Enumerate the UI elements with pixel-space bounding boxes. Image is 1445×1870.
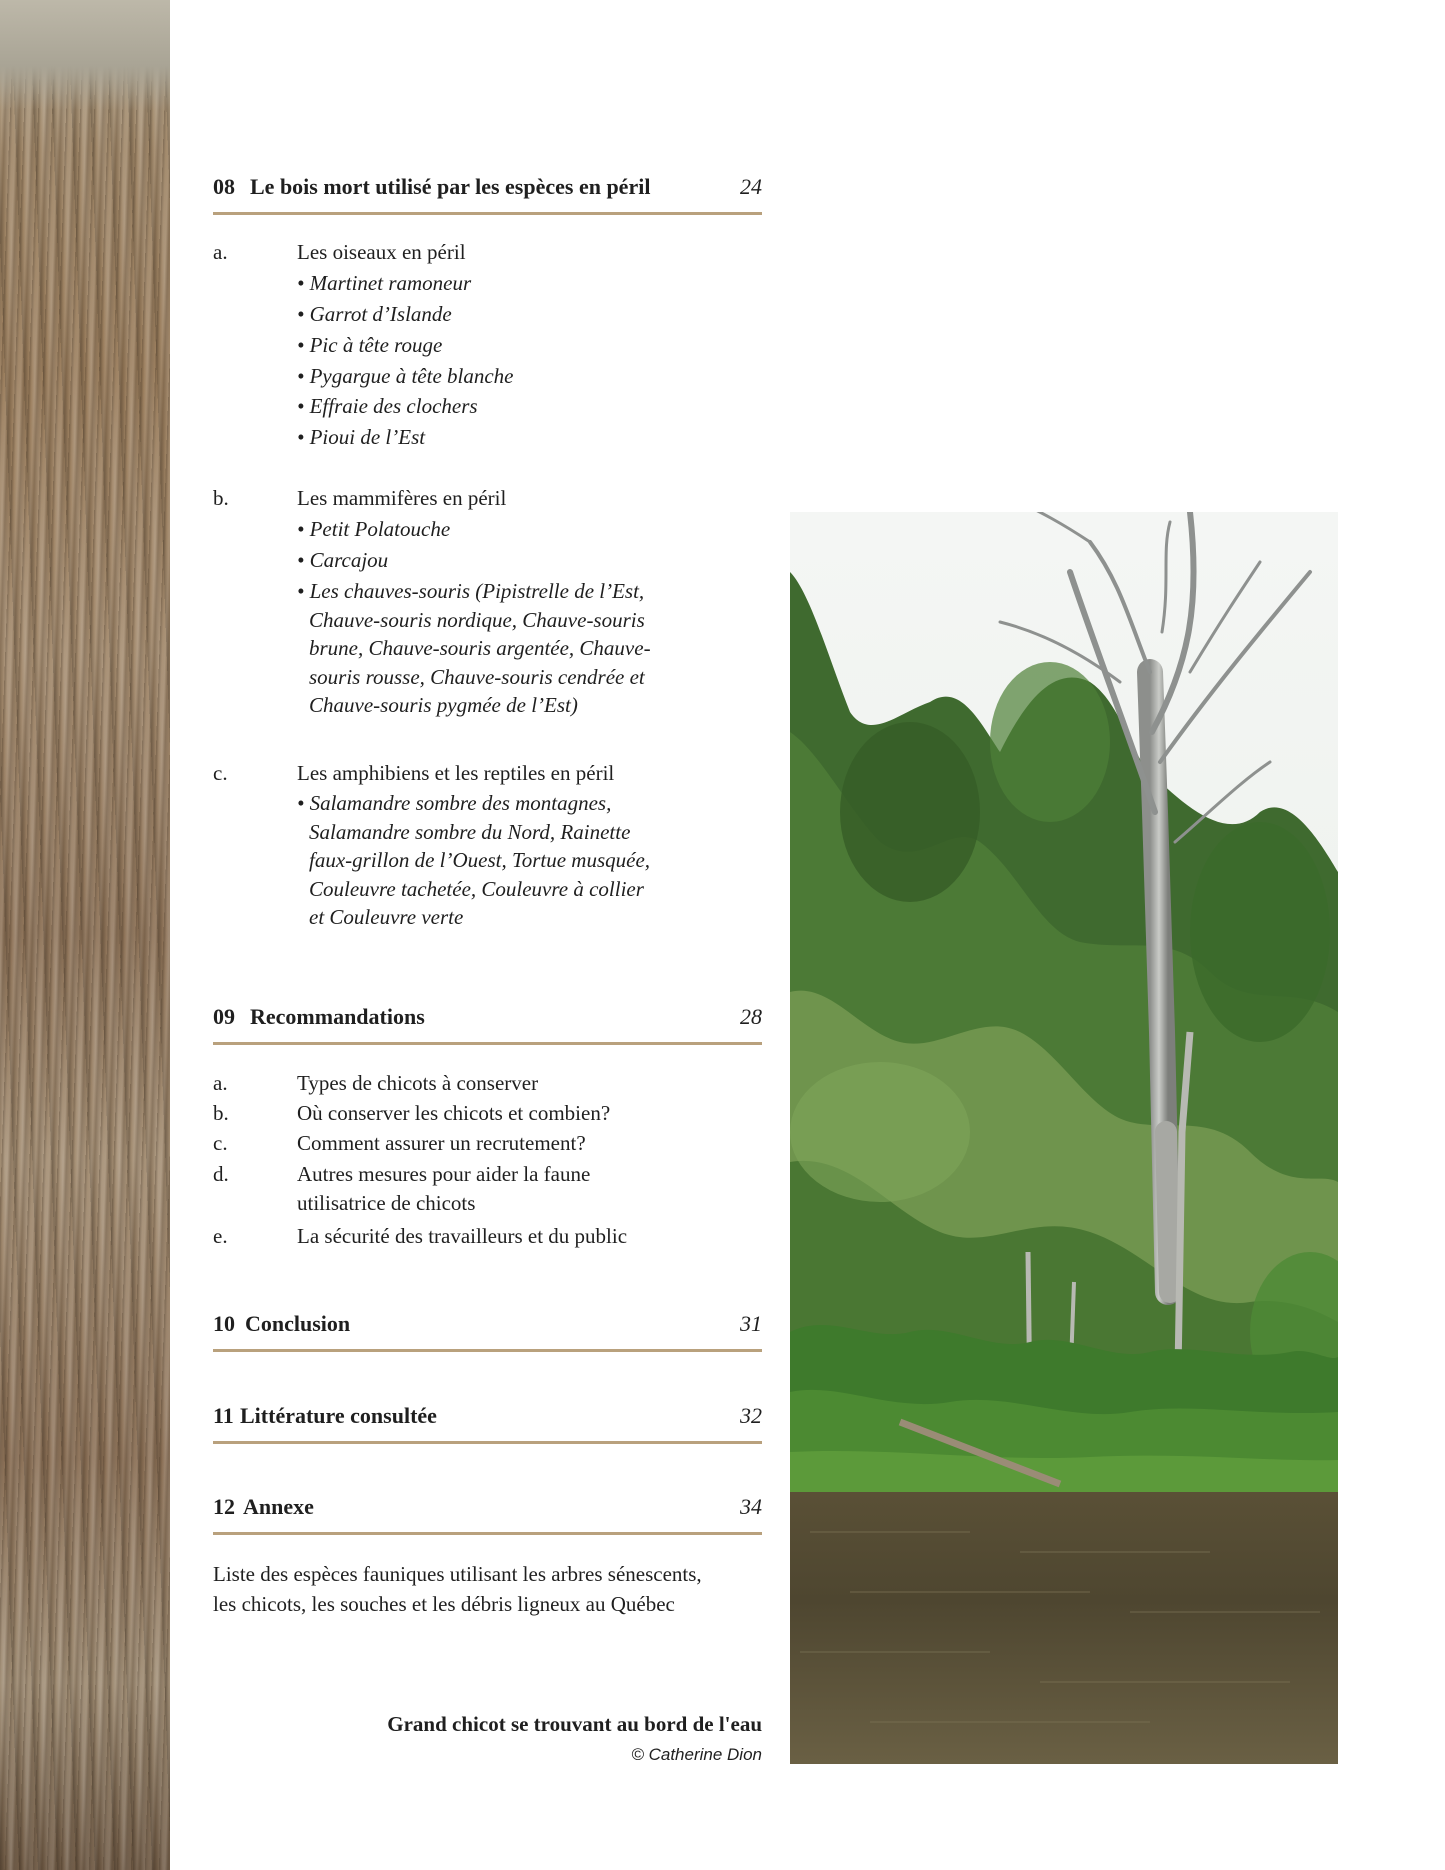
section-number: 10 <box>213 1311 235 1336</box>
item-letter: d. <box>213 1162 229 1186</box>
toc-entry[interactable]: Où conserver les chicots et combien? <box>297 1101 611 1125</box>
list-item: • Petit Polatouche <box>297 517 451 541</box>
page-number: 34 <box>740 1494 762 1519</box>
section-number: 11 <box>213 1403 234 1428</box>
item-letter: a. <box>213 240 228 264</box>
list-item: • Pygargue à tête blanche <box>297 364 514 388</box>
section-10-header[interactable] <box>213 1305 762 1352</box>
list-item-line: souris rousse, Chauve-souris cendrée et <box>309 664 645 689</box>
list-item-line: • Les chauves-souris (Pipistrelle de l’Est, <box>297 579 645 603</box>
toc-entry-continued: utilisatrice de chicots <box>297 1191 476 1215</box>
list-item-line: faux-grillon de l’Ouest, Tortue musquée, <box>309 848 651 872</box>
annex-description <box>213 1559 773 1619</box>
list-item-line: et Couleuvre verte <box>309 905 464 929</box>
list-item-multiline <box>297 577 697 720</box>
page-number: 31 <box>740 1311 762 1336</box>
list-item-line: brune, Chauve-souris argentée, Chauve- <box>309 636 651 660</box>
bark-top-highlight <box>0 0 170 110</box>
group-heading: Les amphibiens et les reptiles en péril <box>297 761 615 785</box>
photo-caption: Grand chicot se trouvant au bord de l'eau <box>387 1712 762 1736</box>
group-heading: Les oiseaux en péril <box>297 240 466 264</box>
section-title: Conclusion <box>245 1311 351 1336</box>
section-12-header[interactable] <box>213 1488 762 1535</box>
section-title: Recommandations <box>250 1004 425 1029</box>
list-item-multiline <box>297 789 697 932</box>
list-item: • Carcajou <box>297 548 389 572</box>
toc-entry[interactable]: La sécurité des travailleurs et du public <box>297 1224 628 1248</box>
photo-credit: © Catherine Dion <box>631 1745 762 1764</box>
section-number: 09 <box>213 1004 235 1029</box>
section-title: Littérature consultée <box>240 1403 437 1428</box>
item-letter: c. <box>213 1131 228 1155</box>
section-08-header[interactable] <box>213 168 762 215</box>
section-number: 12 <box>213 1494 235 1519</box>
riverbank-photo <box>790 512 1338 1764</box>
list-item: • Effraie des clochers <box>297 394 478 418</box>
toc-entry[interactable]: Comment assurer un recrutement? <box>297 1131 586 1155</box>
list-item: • Pic à tête rouge <box>297 333 443 357</box>
item-letter: e. <box>213 1224 228 1248</box>
list-item-line: Couleuvre tachetée, Couleuvre à collier <box>309 876 644 901</box>
annex-line: Liste des espèces fauniques utilisant les arbres sénescents, <box>213 1562 702 1586</box>
list-item: • Garrot d’Islande <box>297 302 452 326</box>
river-water <box>790 1492 1338 1764</box>
section-title: Le bois mort utilisé par les espèces en péril <box>250 174 651 199</box>
item-letter: c. <box>213 761 228 785</box>
section-title: Annexe <box>243 1494 314 1519</box>
toc-entry[interactable]: Types de chicots à conserver <box>297 1071 539 1095</box>
section-09-header[interactable] <box>213 998 762 1045</box>
item-letter: b. <box>213 1101 229 1125</box>
list-item-line: • Salamandre sombre des montagnes, <box>297 791 612 815</box>
list-item-line: Chauve-souris pygmée de l’Est) <box>309 693 578 717</box>
section-11-header[interactable] <box>213 1397 762 1444</box>
item-letter: b. <box>213 486 229 510</box>
group-heading: Les mammifères en péril <box>297 486 507 510</box>
page-number: 28 <box>740 1004 762 1029</box>
page-number: 32 <box>740 1403 762 1428</box>
page-number: 24 <box>740 174 762 199</box>
annex-line: les chicots, les souches et les débris ligneux au Québec <box>213 1592 675 1616</box>
list-item: • Martinet ramoneur <box>297 271 472 295</box>
bark-texture-image <box>0 0 170 1870</box>
list-item-line: Salamandre sombre du Nord, Rainette <box>309 819 631 844</box>
list-item: • Pioui de l’Est <box>297 425 426 449</box>
section-number: 08 <box>213 174 235 199</box>
item-letter: a. <box>213 1071 228 1095</box>
list-item-line: Chauve-souris nordique, Chauve-souris <box>309 607 645 632</box>
toc-entry[interactable]: Autres mesures pour aider la faune <box>297 1162 591 1186</box>
